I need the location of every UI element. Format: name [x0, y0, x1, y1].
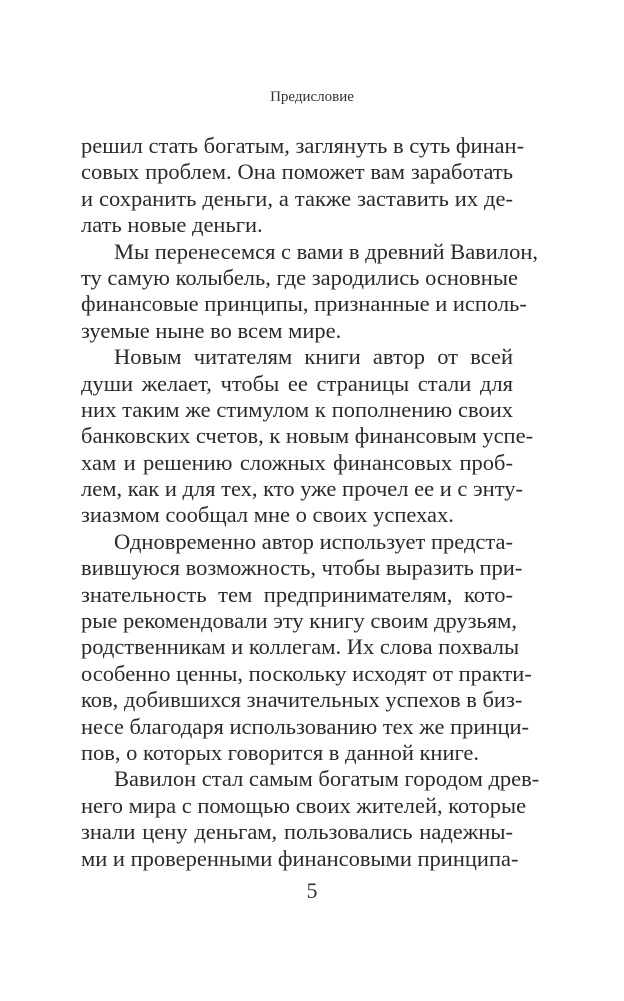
page-body-text	[81, 133, 540, 872]
text-line: знали цену деньгам, пользовались надежны-	[81, 819, 513, 845]
text-line: зиазмом сообщал мне о своих успехах.	[81, 502, 454, 528]
text-line: ту самую колыбель, где зародились основные	[81, 264, 518, 290]
text-line: знательность тем предпринимателям, кото-	[81, 581, 513, 607]
text-line: лем, как и для тех, кто уже прочел ее и с энту-	[81, 476, 524, 502]
text-line: Новым читателям книги автор от всей	[114, 344, 513, 370]
text-line: зуемые ныне во всем мире.	[81, 317, 342, 343]
text-line: вившуюся возможность, чтобы выразить при-	[81, 555, 523, 581]
text-line: и сохранить деньги, а также заставить их де-	[81, 185, 513, 211]
text-line: Вавилон стал самым богатым городом древ-	[114, 766, 540, 792]
text-line: ков, добившихся значительных успехов в биз-	[81, 687, 523, 713]
text-line: него мира с помощью своих жителей, которые	[81, 792, 527, 818]
text-line: души желает, чтобы ее страницы стали для	[81, 370, 513, 396]
text-line: Одновременно автор использует предста-	[114, 528, 513, 554]
text-line: Мы перенесемся с вами в древний Вавилон,	[114, 238, 538, 264]
text-line: рые рекомендовали эту книгу своим друзьям,	[81, 608, 518, 634]
text-line: хам и решению сложных финансовых проб-	[81, 449, 513, 475]
text-line: лать новые деньги.	[81, 212, 263, 238]
text-line: особенно ценны, поскольку исходят от практи-	[81, 660, 532, 686]
text-line: банковских счетов, к новым финансовым успе-	[81, 423, 534, 449]
running-header: Предисловие	[270, 89, 354, 105]
text-line: ми и проверенными финансовыми принципа-	[81, 845, 519, 871]
text-line: родственникам и коллегам. Их слова похвалы	[81, 634, 520, 660]
text-line: несе благодаря использованию тех же принци-	[81, 713, 530, 739]
text-line: совых проблем. Она поможет вам заработать	[81, 159, 513, 185]
text-line: финансовые принципы, признанные и исполь-	[81, 291, 527, 317]
text-line: решил стать богатым, заглянуть в суть финан-	[81, 133, 525, 158]
page-number: 5	[306, 878, 318, 903]
text-line: них таким же стимулом к пополнению своих	[81, 396, 513, 422]
text-line: пов, о которых говорится в данной книге.	[81, 739, 480, 765]
